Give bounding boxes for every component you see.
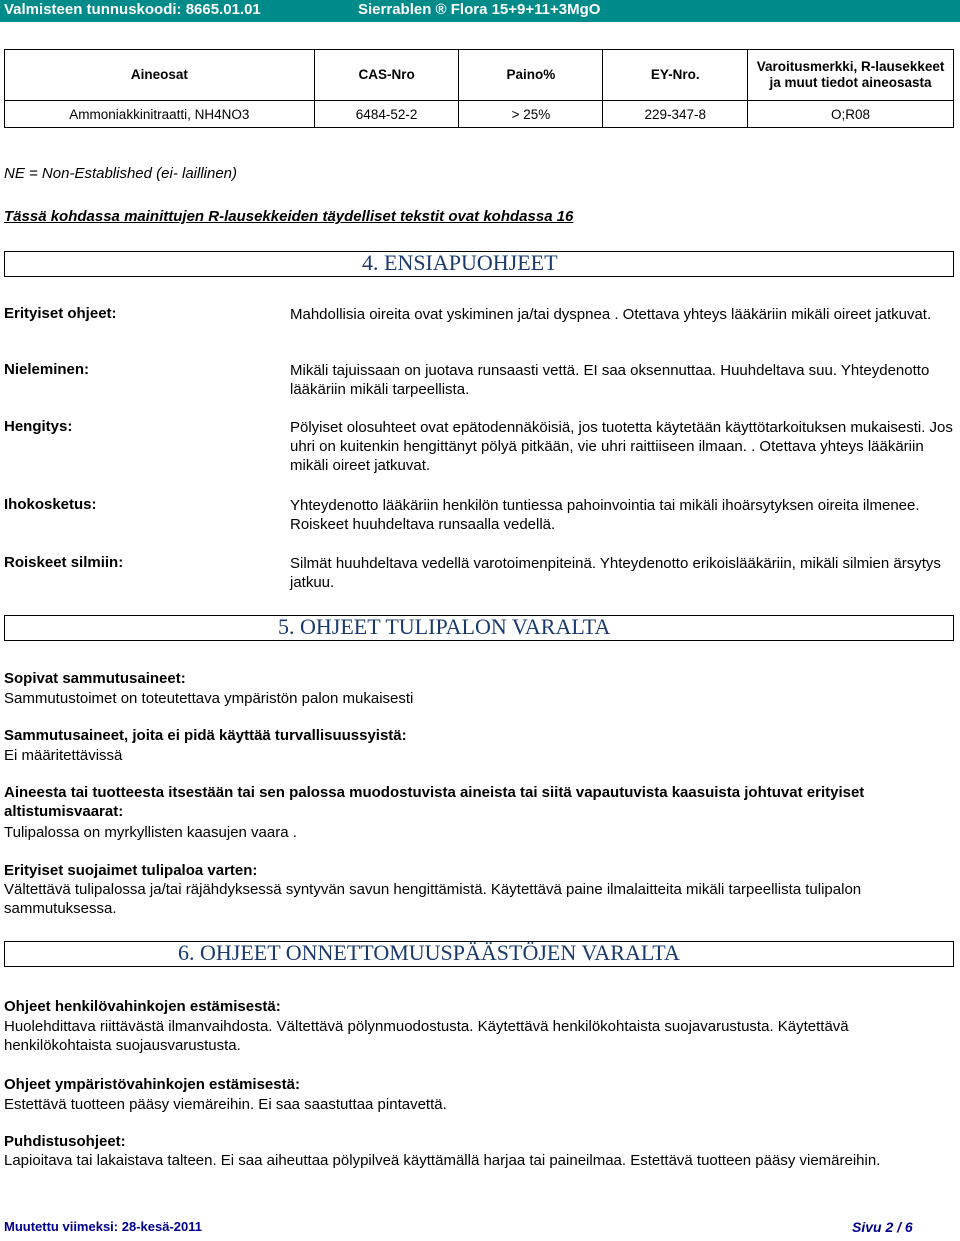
table-row <box>5 101 954 128</box>
first-aid-text: Pölyiset olosuhteet ovat epätodennäköisiä, jos tuotetta käytetään käyttötarkoituksen mukaisesti. Jos uhri on kuitenkin hengittänyt pölyä pitkään, vie uhri raittiiseen ilmaan. . Otettava yhteys lääkäriin mikäli oireet jatkuvat. <box>290 419 953 474</box>
first-aid-label: Erityiset ohjeet: <box>4 305 117 322</box>
spill-block-heading: Puhdistusohjeet: <box>4 1133 126 1150</box>
fire-block-heading: Erityiset suojaimet tulipaloa varten: <box>4 862 258 879</box>
spill-block-heading: Ohjeet ympäristövahinkojen estämisestä: <box>4 1076 300 1093</box>
fire-block-text: Tulipalossa on myrkyllisten kaasujen vaara . <box>4 824 297 841</box>
spill-block-text: Estettävä tuotteen pääsy viemäreihin. Ei saa saastuttaa pintavettä. <box>4 1096 447 1113</box>
table-header-cell: CAS-Nro <box>314 50 459 101</box>
page-number: Sivu 2 / 6 <box>852 1219 913 1235</box>
product-code: Valmisteen tunnuskoodi: 8665.01.01 <box>4 1 261 18</box>
spill-block-heading: Ohjeet henkilövahinkojen estämisestä: <box>4 998 281 1015</box>
table-header-cell: Varoitusmerkki, R-lausekkeet ja muut tiedot aineosasta <box>748 50 954 101</box>
table-cell: 229-347-8 <box>603 101 748 128</box>
fire-block-text: Sammutustoimet on toteutettava ympäristön palon mukaisesti <box>4 690 414 707</box>
first-aid-label: Hengitys: <box>4 418 73 435</box>
fire-block-heading: Sammutusaineet, joita ei pidä käyttää turvallisuussyistä: <box>4 727 407 744</box>
first-aid-text: Silmät huuhdeltava vedellä varotoimenpiteinä. Yhteydenotto erikoislääkäriin, mikäli silmien ärsytys jatkuu. <box>290 555 941 591</box>
composition-table <box>4 49 954 128</box>
table-cell: Ammoniakkinitraatti, NH4NO3 <box>5 101 315 128</box>
section-4-title: 4. ENSIAPUOHJEET <box>362 250 558 275</box>
first-aid-label: Roiskeet silmiin: <box>4 554 124 571</box>
section-5-title: 5. OHJEET TULIPALON VARALTA <box>278 614 611 639</box>
product-name: Sierrablen ® Flora 15+9+11+3MgO <box>358 1 601 18</box>
fire-block-heading: Aineesta tai tuotteesta itsestään tai sen palossa muodostuvista aineista tai siitä vapautuvista kaasuista johtuvat erityiset altistumisvaarat: <box>4 784 865 820</box>
table-header-cell: Aineosat <box>5 50 315 101</box>
last-modified: Muutettu viimeksi: 28-kesä-2011 <box>4 1219 202 1234</box>
fire-block-text: Vältettävä tulipalossa ja/tai räjähdyksessä syntyvän savun hengittämistä. Käytettävä paine ilmalaitteita mikäli tarpeellista tulipalon sammutuksessa. <box>4 881 862 917</box>
ne-note: NE = Non-Established (ei- laillinen) <box>4 165 238 182</box>
first-aid-label: Nieleminen: <box>4 361 90 378</box>
table-header-cell: Paino% <box>459 50 603 101</box>
fire-block-heading: Sopivat sammutusaineet: <box>4 670 186 687</box>
first-aid-label: Ihokosketus: <box>4 496 97 513</box>
spill-block-text: Lapioitava tai lakaistava talteen. Ei saa aiheuttaa pölypilveä käyttämällä harjaa tai paineilmaa. Estettävä tuotteen pääsy viemäreihin. <box>4 1152 881 1169</box>
table-cell: O;R08 <box>748 101 954 128</box>
spill-block-text: Huolehdittava riittävästä ilmanvaihdosta. Vältettävä pölynmuodostusta. Käytettävä henkilökohtaista suojavarustusta. Käytettävä henkilökohtaista suojausvarustusta. <box>4 1018 849 1054</box>
first-aid-text: Mahdollisia oireita ovat yskiminen ja/tai dyspnea . Otettava yhteys lääkäriin mikäli oireet jatkuvat. <box>290 306 932 323</box>
table-header-row <box>5 50 954 101</box>
table-cell: > 25% <box>459 101 603 128</box>
r-phrases-note: Tässä kohdassa mainittujen R-lausekkeiden täydelliset tekstit ovat kohdassa 16 <box>4 208 574 225</box>
first-aid-text: Mikäli tajuissaan on juotava runsaasti vettä. EI saa oksennuttaa. Huuhdeltava suu. Yhteydenotto lääkäriin mikäli tarpeellista. <box>290 362 930 398</box>
fire-block-text: Ei määritettävissä <box>4 747 123 764</box>
table-cell: 6484-52-2 <box>314 101 459 128</box>
section-6-title: 6. OHJEET ONNETTOMUUSPÄÄSTÖJEN VARALTA <box>178 940 680 965</box>
table-header-cell: EY-Nro. <box>603 50 748 101</box>
first-aid-text: Yhteydenotto lääkäriin henkilön tuntiessa pahoinvointia tai mikäli ihoärsytyksen oireita ilmenee. Roiskeet huuhdeltava runsaalla vedellä. <box>290 497 920 533</box>
